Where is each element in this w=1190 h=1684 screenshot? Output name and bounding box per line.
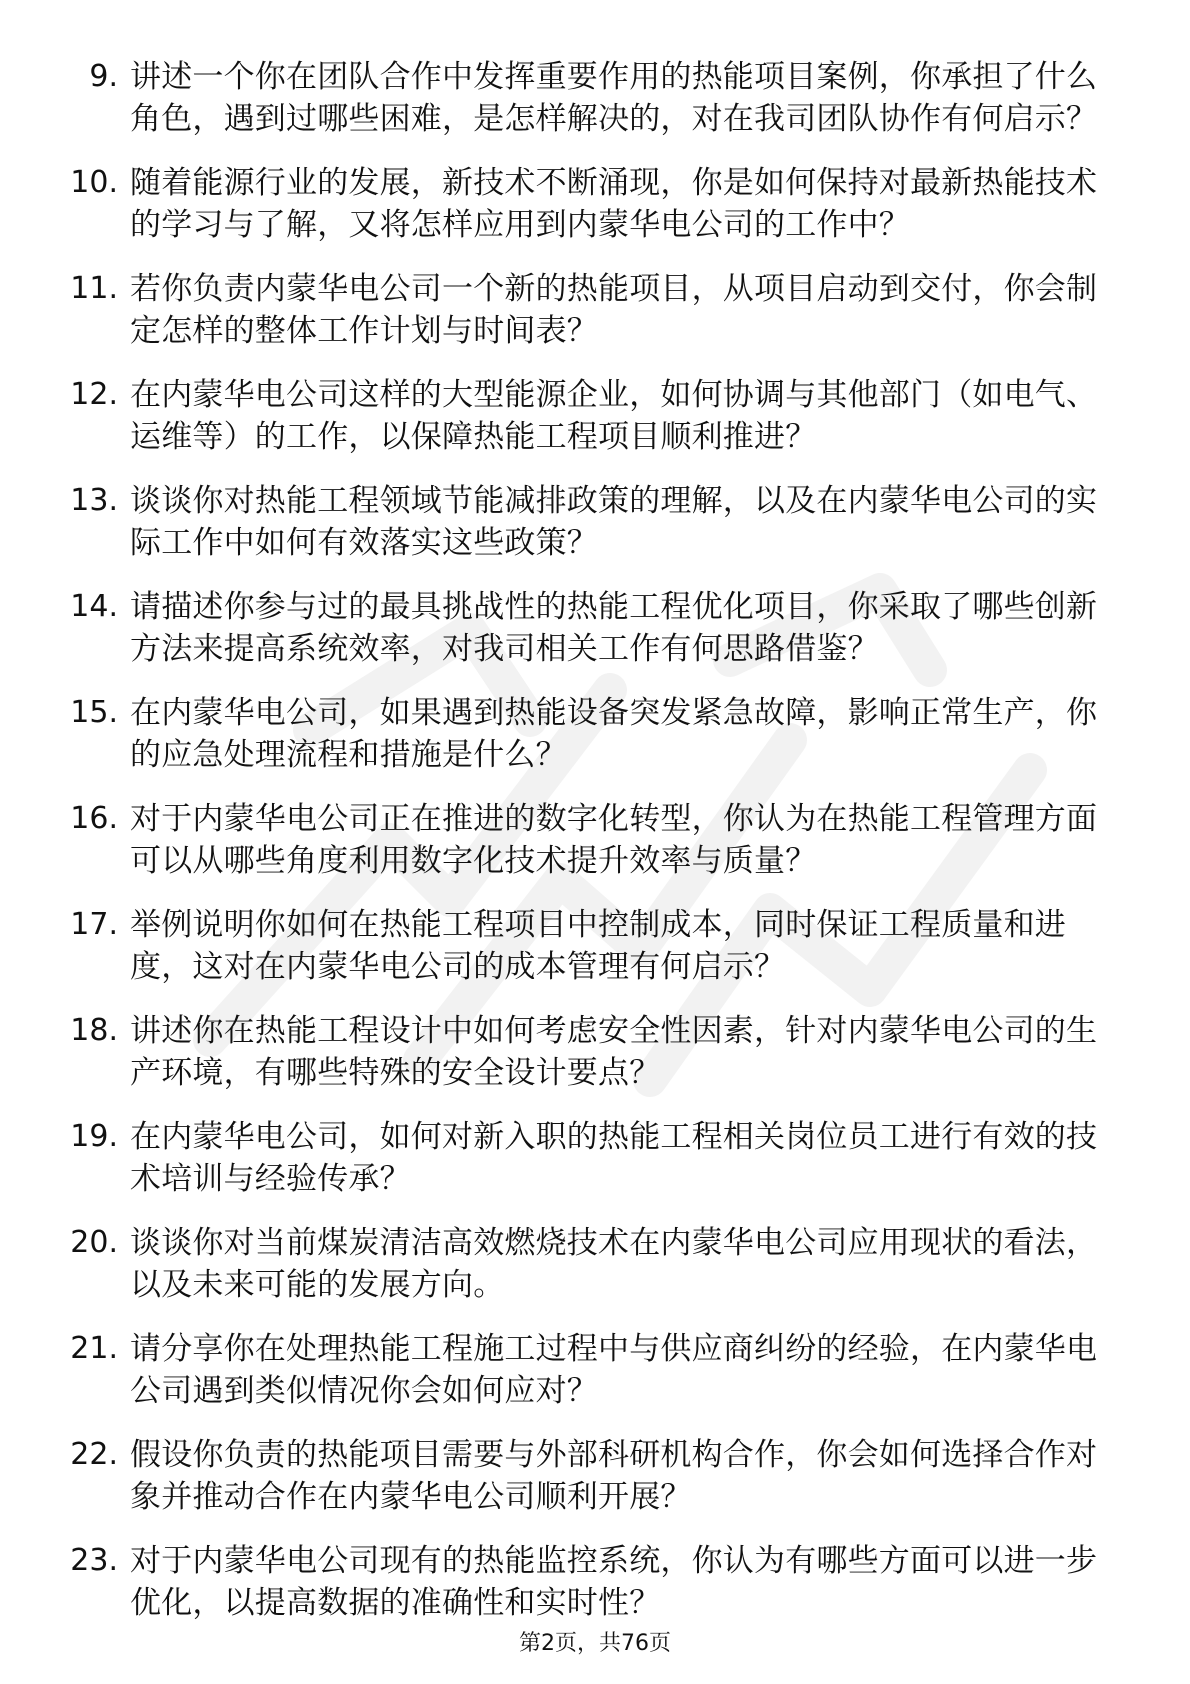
question-text: 讲述你在热能工程设计中如何考虑安全性因素，针对内蒙华电公司的生产环境，有哪些特殊的安全设计要点？ (130, 1013, 1098, 1091)
question-item (56, 162, 1112, 246)
question-text: 谈谈你对当前煤炭清洁高效燃烧技术在内蒙华电公司应用现状的看法，以及未来可能的发展方向。 (130, 1225, 1098, 1303)
question-text: 对于内蒙华电公司现有的热能监控系统，你认为有哪些方面可以进一步优化，以提高数据的准确性和实时性？ (130, 1543, 1098, 1621)
question-number: 14. (70, 589, 118, 624)
question-list (56, 56, 1112, 1646)
question-text: 举例说明你如何在热能工程项目中控制成本，同时保证工程质量和进度，这对在内蒙华电公司的成本管理有何启示？ (130, 907, 1066, 985)
question-text: 讲述一个你在团队合作中发挥重要作用的热能项目案例，你承担了什么角色，遇到过哪些困难，是怎样解决的，对在我司团队协作有何启示？ (130, 59, 1098, 137)
question-text: 若你负责内蒙华电公司一个新的热能项目，从项目启动到交付，你会制定怎样的整体工作计划与时间表？ (130, 271, 1098, 349)
question-number: 10. (70, 165, 118, 200)
question-item (56, 1328, 1112, 1412)
question-text: 在内蒙华电公司这样的大型能源企业，如何协调与其他部门（如电气、运维等）的工作，以保障热能工程项目顺利推进？ (130, 377, 1098, 455)
question-item (56, 56, 1112, 140)
question-number: 16. (70, 801, 118, 836)
question-text: 谈谈你对热能工程领域节能减排政策的理解，以及在内蒙华电公司的实际工作中如何有效落实这些政策？ (130, 483, 1098, 561)
question-text: 对于内蒙华电公司正在推进的数字化转型，你认为在热能工程管理方面可以从哪些角度利用数字化技术提升效率与质量？ (130, 801, 1098, 879)
question-item (56, 1010, 1112, 1094)
question-item (56, 1434, 1112, 1518)
question-number: 23. (70, 1543, 118, 1578)
question-item (56, 268, 1112, 352)
question-text: 在内蒙华电公司，如何对新入职的热能工程相关岗位员工进行有效的技术培训与经验传承？ (130, 1119, 1098, 1197)
question-number: 22. (70, 1437, 118, 1472)
question-number: 21. (70, 1331, 118, 1366)
question-item (56, 1540, 1112, 1624)
question-number: 11. (70, 271, 118, 306)
question-number: 13. (70, 483, 118, 518)
question-number: 15. (70, 695, 118, 730)
question-text: 随着能源行业的发展，新技术不断涌现，你是如何保持对最新热能技术的学习与了解，又将怎样应用到内蒙华电公司的工作中？ (130, 165, 1098, 243)
question-number: 17. (70, 907, 118, 942)
question-number: 9. (89, 59, 118, 94)
question-item (56, 586, 1112, 670)
page-number-label: 第2页，共76页 (519, 1631, 671, 1656)
question-item (56, 1116, 1112, 1200)
question-item (56, 1222, 1112, 1306)
question-number: 18. (70, 1013, 118, 1048)
question-text: 请描述你参与过的最具挑战性的热能工程优化项目，你采取了哪些创新方法来提高系统效率，对我司相关工作有何思路借鉴？ (130, 589, 1098, 667)
question-text: 假设你负责的热能项目需要与外部科研机构合作，你会如何选择合作对象并推动合作在内蒙华电公司顺利开展？ (130, 1437, 1098, 1515)
question-item (56, 374, 1112, 458)
question-text: 在内蒙华电公司，如果遇到热能设备突发紧急故障，影响正常生产，你的应急处理流程和措施是什么？ (130, 695, 1098, 773)
question-item (56, 904, 1112, 988)
question-number: 20. (70, 1225, 118, 1260)
question-text: 请分享你在处理热能工程施工过程中与供应商纠纷的经验，在内蒙华电公司遇到类似情况你会如何应对？ (130, 1331, 1098, 1409)
question-number: 12. (70, 377, 118, 412)
question-item (56, 480, 1112, 564)
page-footer (0, 1630, 1190, 1658)
question-number: 19. (70, 1119, 118, 1154)
question-item (56, 798, 1112, 882)
question-item (56, 692, 1112, 776)
